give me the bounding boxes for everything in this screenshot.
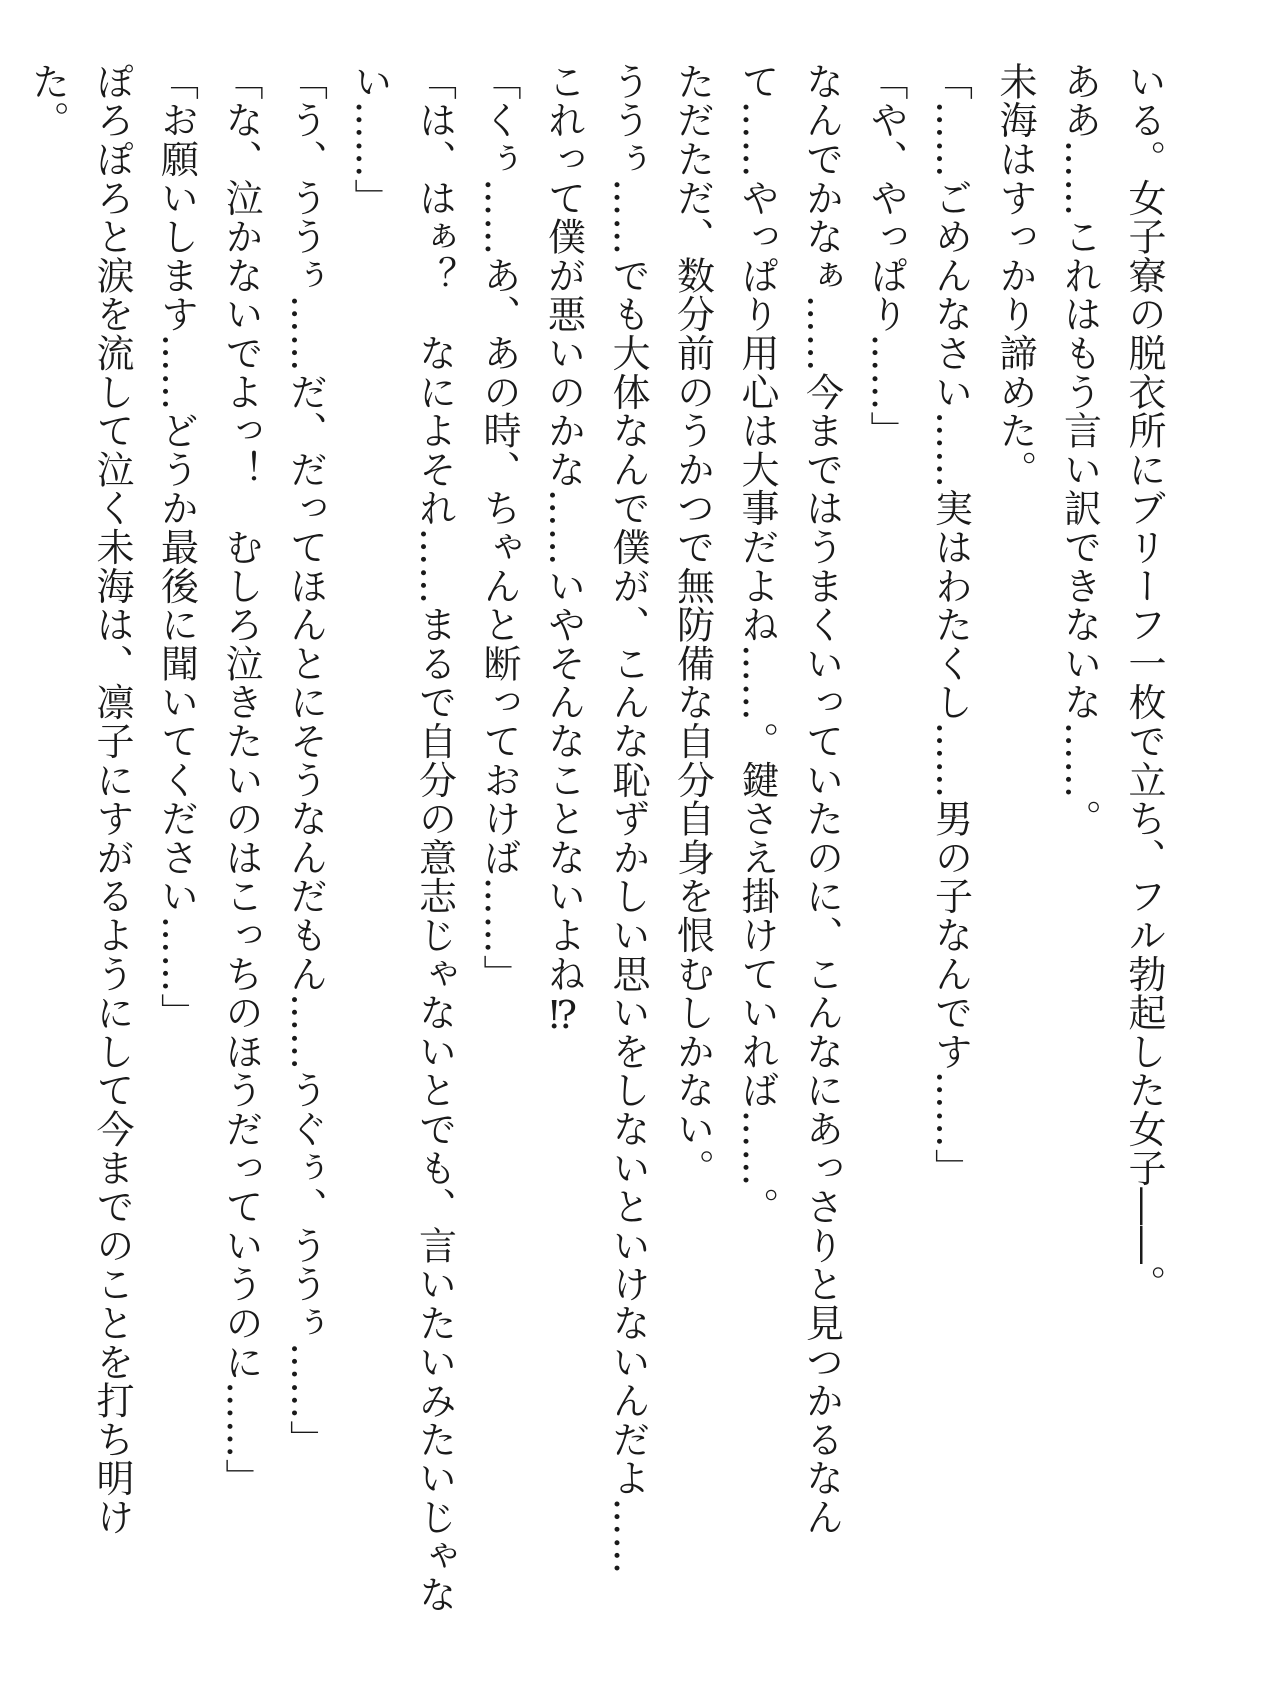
text-line: 「……ごめんなさい……実はわたくし……男の子なんです……」 <box>928 62 973 1188</box>
text-line: た。 <box>25 62 70 140</box>
text-line: 「は、はぁ？ なによそれ……まるで自分の意志じゃないとでも、言いたいみたいじゃな <box>412 62 457 1614</box>
text-line: 「くぅ……あ、あの時、ちゃんと断っておけば……」 <box>477 62 521 994</box>
text-line: ぽろぽろと涙を流して泣く未海は、凛子にすがるようにして今までのことを打ち明け <box>90 62 134 1537</box>
text-line: なんでかなぁ……今まではうまくいっていたのに、こんなにあっさりと見つかるなん <box>799 62 844 1537</box>
text-line: い……」 <box>348 62 392 218</box>
text-line: 「や、やっぱり……」 <box>864 62 908 450</box>
text-line: いる。女子寮の脱衣所にブリーフ一枚で立ち、フル勃起した女子――。 <box>1122 62 1166 1304</box>
vertical-text-body <box>25 62 1176 1652</box>
text-line: ううぅ……でも大体なんで僕が、こんな恥ずかしい思いをしないといけないんだよ…… <box>606 62 650 1576</box>
text-line: 未海はすっかり諦めた。 <box>993 62 1037 489</box>
text-line: 「お願いします……どうか最後に聞いてください……」 <box>154 62 199 1032</box>
text-line: ああ……これはもう言い訳できないな……。 <box>1057 62 1102 838</box>
text-line: ただただ、数分前のうかつで無防備な自分自身を恨むしかない。 <box>670 62 715 1188</box>
text-line: て……やっぱり用心は大事だよね……。鍵さえ掛けていれば……。 <box>735 62 779 1226</box>
text-line: これって僕が悪いのかな……いやそんなことないよね⁉ <box>541 62 586 1038</box>
text-line: 「な、泣かないでよっ！ むしろ泣きたいのはこっちのほうだっていうのに……」 <box>219 62 263 1498</box>
text-line: 「う、ううぅ……だ、だってほんとにそうなんだもん……うぐぅ、ううぅ……」 <box>283 62 328 1459</box>
